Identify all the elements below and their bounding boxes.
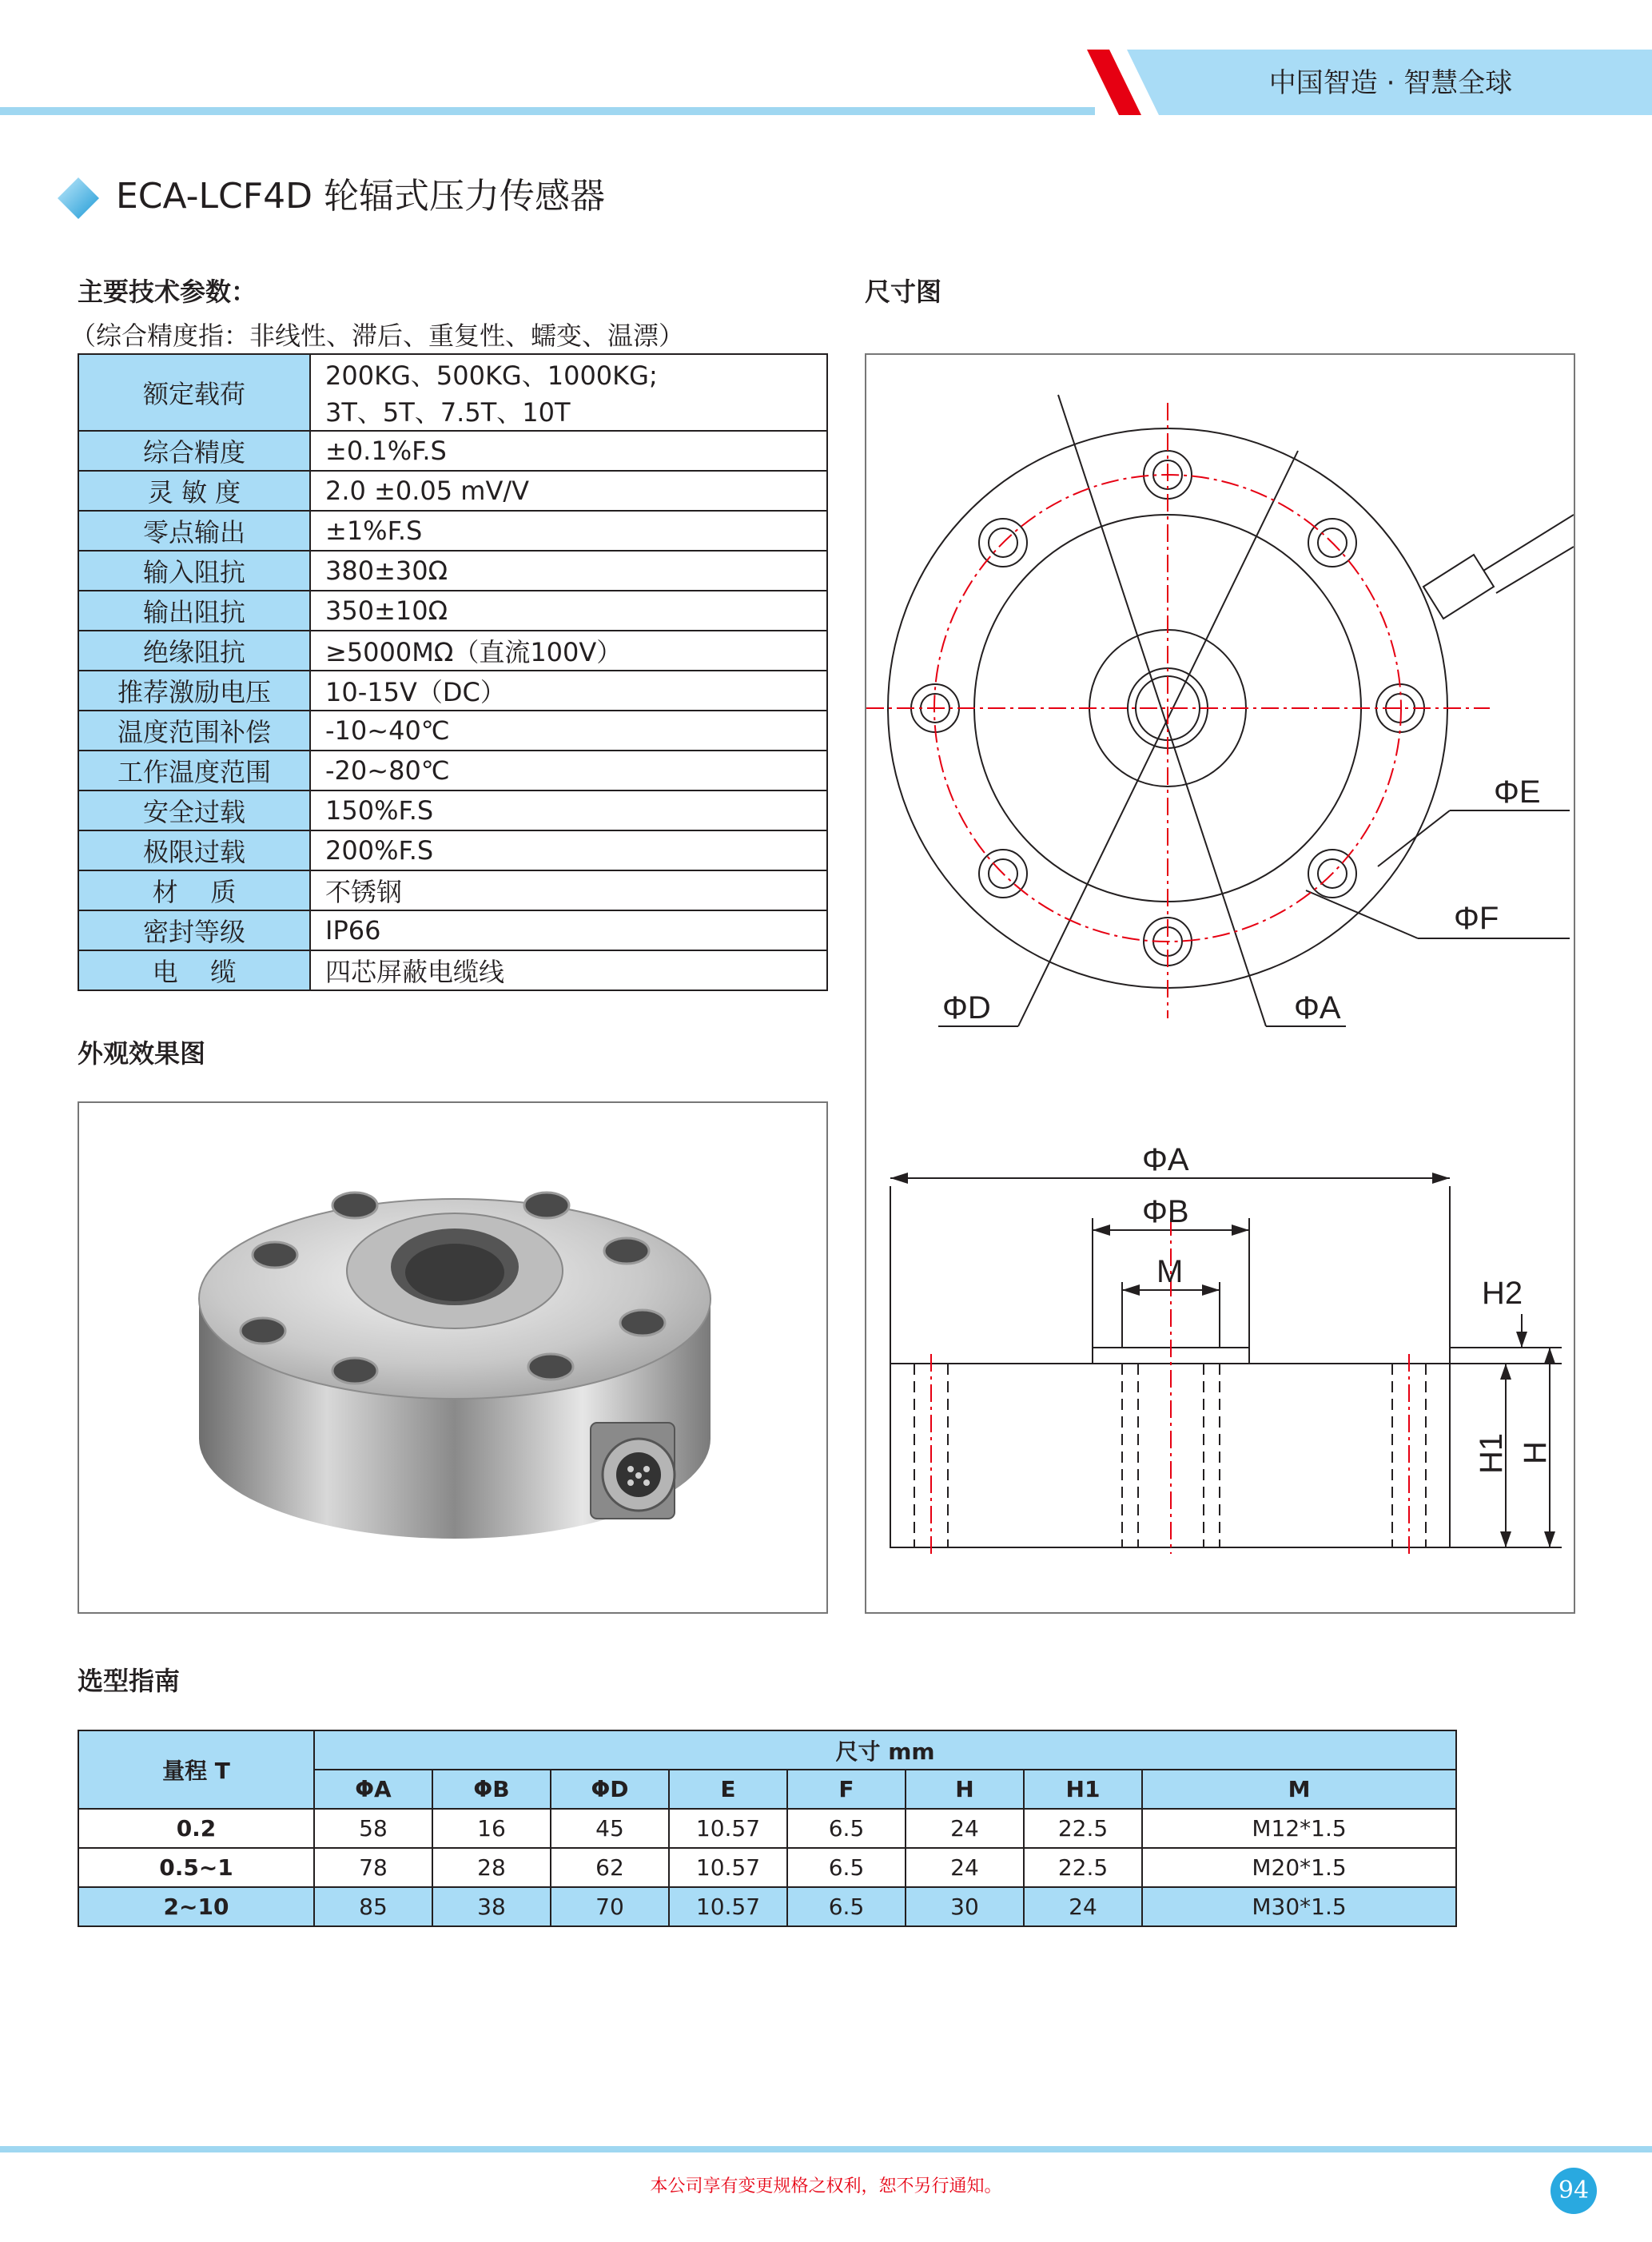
- spec-value: ±0.1%F.S: [310, 431, 827, 471]
- appearance-heading: 外观效果图: [78, 1038, 206, 1069]
- spec-value: 不锈钢: [310, 870, 827, 910]
- table-cell: 45: [551, 1809, 669, 1848]
- spec-value: 380±30Ω: [310, 551, 827, 591]
- spec-table: [78, 353, 828, 991]
- column-header: ΦD: [551, 1770, 669, 1809]
- table-cell: 22.5: [1024, 1809, 1142, 1848]
- spec-value-line2: 3T、5T、7.5T、10T: [325, 397, 571, 428]
- table-cell: M12*1.5: [1142, 1809, 1456, 1848]
- label-h1: H1: [1474, 1432, 1509, 1474]
- table-row: [78, 1848, 1456, 1887]
- table-cell: 6.5: [787, 1848, 906, 1887]
- dimension-drawing: [866, 355, 1574, 1612]
- column-header: E: [669, 1770, 787, 1809]
- column-header: H1: [1024, 1770, 1142, 1809]
- spec-value: 200%F.S: [310, 830, 827, 870]
- specs-heading: 主要技术参数：: [78, 277, 257, 307]
- spec-label: 温度范围补偿: [78, 711, 310, 751]
- label-h2: H2: [1482, 1276, 1523, 1311]
- range-cell: 2~10: [78, 1887, 314, 1926]
- column-header: ΦA: [314, 1770, 432, 1809]
- spec-value: 150%F.S: [310, 790, 827, 830]
- selection-table: [78, 1730, 1457, 1927]
- page-title: ECA-LCF4D 轮辐式压力传感器: [116, 176, 605, 217]
- table-cell: 24: [1024, 1887, 1142, 1926]
- table-cell: 78: [314, 1848, 432, 1887]
- spec-label: 安全过载: [78, 790, 310, 830]
- label-m: M: [1156, 1254, 1184, 1289]
- spec-value: IP66: [310, 910, 827, 950]
- range-cell: 0.5~1: [78, 1848, 314, 1887]
- spec-label: 密封等级: [78, 910, 310, 950]
- table-cell: 70: [551, 1887, 669, 1926]
- table-cell: 6.5: [787, 1809, 906, 1848]
- table-cell: 24: [906, 1848, 1024, 1887]
- cable: [1483, 515, 1574, 593]
- table-cell: 85: [314, 1887, 432, 1926]
- load-cell-photo: [79, 1103, 826, 1612]
- spec-value: 10-15V（DC）: [310, 671, 827, 711]
- center-lines: [866, 403, 1490, 1554]
- spec-label: 电 缆: [78, 950, 310, 990]
- table-cell: M30*1.5: [1142, 1887, 1456, 1926]
- dimension-heading: 尺寸图: [865, 277, 942, 307]
- table-cell: 30: [906, 1887, 1024, 1926]
- spec-value: -10~40℃: [310, 711, 827, 751]
- spec-label: 输入阻抗: [78, 551, 310, 591]
- table-cell: 10.57: [669, 1887, 787, 1926]
- label-phi-a-side: ΦA: [1142, 1142, 1189, 1177]
- table-cell: 24: [906, 1809, 1024, 1848]
- diamond-icon: [56, 176, 101, 221]
- footer-notice: 本公司享有变更规格之权利，恕不另行通知。: [650, 2176, 1002, 2196]
- table-cell: 6.5: [787, 1887, 906, 1926]
- range-header: 量程 T: [78, 1730, 314, 1809]
- table-row: [78, 1809, 1456, 1848]
- column-header: M: [1142, 1770, 1456, 1809]
- footer-rule: [0, 2146, 1652, 2152]
- table-cell: 16: [432, 1809, 551, 1848]
- page-number: 94: [1550, 2168, 1597, 2214]
- spec-value: [310, 354, 827, 431]
- spec-value: ≥5000MΩ（直流100V）: [310, 631, 827, 671]
- spec-label: 绝缘阻抗: [78, 631, 310, 671]
- spec-label: 灵 敏 度: [78, 471, 310, 511]
- label-phi-a-top: ΦA: [1294, 990, 1341, 1025]
- label-phi-b: ΦB: [1142, 1194, 1189, 1229]
- spec-label: 极限过载: [78, 830, 310, 870]
- table-cell: 58: [314, 1809, 432, 1848]
- table-cell: M20*1.5: [1142, 1848, 1456, 1887]
- column-header: H: [906, 1770, 1024, 1809]
- cable-gland: [1423, 555, 1494, 619]
- label-phi-d: ΦD: [942, 990, 991, 1025]
- spec-value: 350±10Ω: [310, 591, 827, 631]
- table-cell: 28: [432, 1848, 551, 1887]
- range-cell: 0.2: [78, 1809, 314, 1848]
- size-header: 尺寸 mm: [314, 1730, 1456, 1770]
- spec-label: 输出阻抗: [78, 591, 310, 631]
- spec-label: 综合精度: [78, 431, 310, 471]
- table-cell: 38: [432, 1887, 551, 1926]
- table-row: [78, 1887, 1456, 1926]
- spec-label: 工作温度范围: [78, 751, 310, 790]
- dimension-drawing-frame: [865, 353, 1575, 1614]
- spec-value-line1: 200KG、500KG、1000KG;: [325, 360, 658, 391]
- label-h: H: [1518, 1441, 1553, 1464]
- header-slogan: 中国智造 · 智慧全球: [1268, 67, 1513, 99]
- spec-value: ±1%F.S: [310, 511, 827, 551]
- table-cell: 10.57: [669, 1848, 787, 1887]
- spec-value: 四芯屏蔽电缆线: [310, 950, 827, 990]
- appearance-image-frame: [78, 1101, 828, 1614]
- spec-value: 2.0 ±0.05 mV/V: [310, 471, 827, 511]
- spec-label: 额定载荷: [78, 354, 310, 431]
- column-header: ΦB: [432, 1770, 551, 1809]
- column-header: F: [787, 1770, 906, 1809]
- spec-value: -20~80℃: [310, 751, 827, 790]
- table-cell: 62: [551, 1848, 669, 1887]
- spec-label: 材 质: [78, 870, 310, 910]
- table-cell: 10.57: [669, 1809, 787, 1848]
- spec-label: 零点输出: [78, 511, 310, 551]
- spec-label: 推荐激励电压: [78, 671, 310, 711]
- label-phi-f: ΦF: [1454, 901, 1499, 936]
- selection-heading: 选型指南: [78, 1666, 181, 1696]
- specs-note: （综合精度指：非线性、滞后、重复性、蠕变、温漂）: [70, 321, 685, 351]
- header-rule: [0, 107, 1095, 115]
- bore-inner: [405, 1244, 504, 1301]
- table-cell: 22.5: [1024, 1848, 1142, 1887]
- label-phi-e: ΦE: [1494, 775, 1541, 810]
